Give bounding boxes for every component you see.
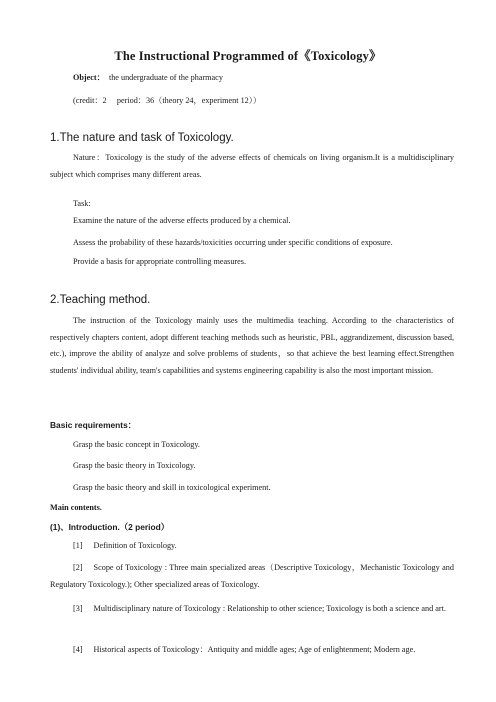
task-label: Task: — [73, 199, 91, 208]
section2-heading: 2.Teaching method. — [50, 294, 151, 306]
item-number: [4] — [73, 645, 83, 654]
main-contents-label: Main contents. — [50, 503, 102, 512]
unit-heading: (1)、Introduction.（2 period） — [50, 522, 170, 532]
content-item — [50, 642, 454, 659]
requirement-item: Grasp the basic theory in Toxicology. — [73, 461, 196, 470]
item-number: [1] — [73, 541, 83, 550]
content-item — [50, 560, 454, 593]
task-item: Examine the nature of the adverse effects produced by a chemical. — [73, 216, 291, 225]
item-text: Scope of Toxicology : Three main specialized areas（Descriptive Toxicology，Mechanistic Toxicology and Regulatory Toxicology.); Other specialized areas of Toxicology. — [50, 563, 454, 589]
object-line — [73, 73, 454, 83]
requirement-item: Grasp the basic concept in Toxicology. — [73, 440, 200, 449]
section1-heading: 1.The nature and task of Toxicology. — [50, 132, 234, 144]
content-item — [50, 601, 454, 618]
content-item — [50, 538, 454, 555]
task-item: Assess the probability of these hazards/toxicities occurring under specific conditions of exposure. — [73, 238, 393, 247]
object-value: the undergraduate of the pharmacy — [108, 73, 223, 82]
item-text: Definition of Toxicology. — [93, 541, 177, 550]
nature-paragraph: Nature：Toxicology is the study of the adverse effects of chemicals on living organism.It is a multidisciplinary subject which comprises many different areas. — [50, 153, 454, 179]
requirement-item: Grasp the basic theory and skill in toxicological experiment. — [73, 483, 271, 492]
object-label: Object： — [73, 73, 105, 82]
item-text: Multidisciplinary nature of Toxicology : Relationship to other science; Toxicology is both a science and art. — [93, 604, 446, 613]
teaching-paragraph: The instruction of the Toxicology mainly uses the multimedia teaching. According to the characteristics of respectively chapters content, adopt different teaching methods such as heuristic, PBL, aggrandizement, discussion based, etc.), improve the ability of analyze and solve problems of students，so that achieve the best learning effect.Strengthen students' individual ability, team's capabilities and systems engineering capability is also the most important mission. — [50, 316, 454, 375]
item-number: [3] — [73, 604, 83, 613]
requirements-label: Basic requirements： — [50, 420, 137, 430]
credit-line: (credit：2 period：36（theory 24，experiment 12）） — [73, 96, 262, 105]
document-title: The Instructional Programmed of《Toxicology》 — [114, 49, 382, 63]
item-text: Historical aspects of Toxicology：Antiquity and middle ages; Age of enlightenment; Modern age. — [93, 645, 416, 654]
item-number: [2] — [73, 563, 83, 572]
task-item: Provide a basis for appropriate controlling measures. — [73, 257, 247, 266]
